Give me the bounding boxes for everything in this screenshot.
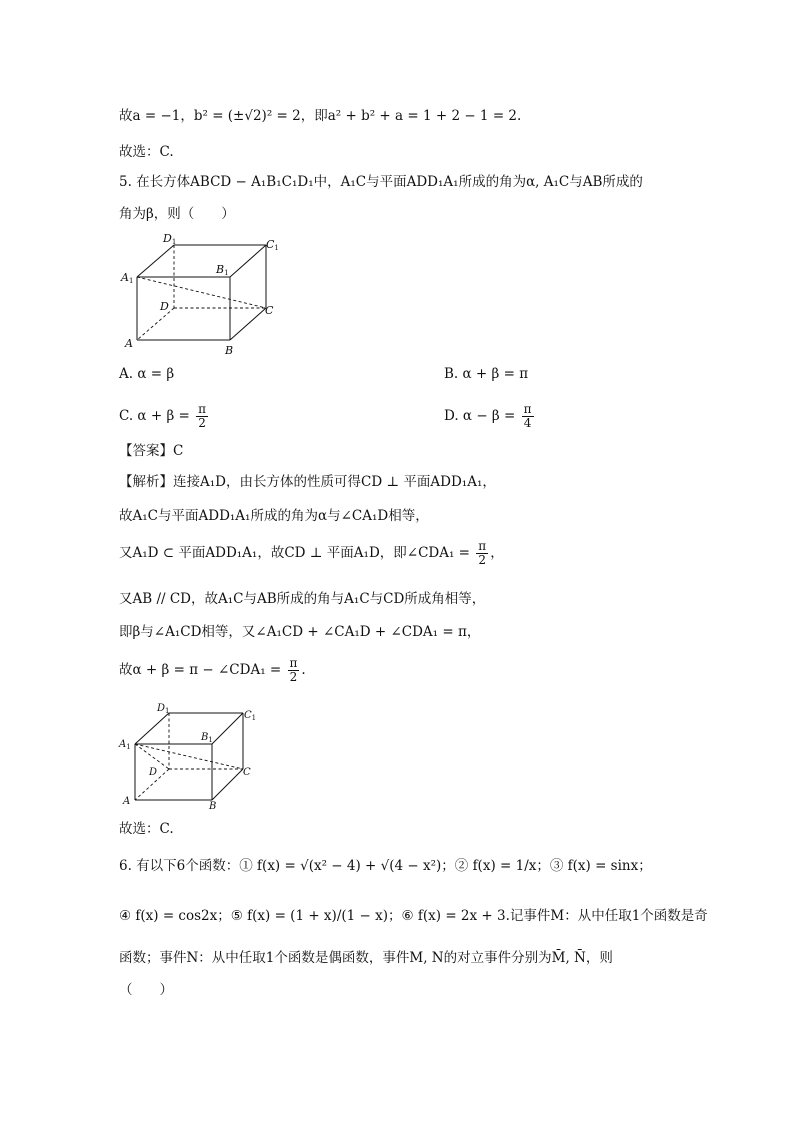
q5-option-a: A. α = β (119, 366, 175, 382)
fig2-label-a1: $A_1$ (119, 739, 131, 751)
q5-option-d (444, 403, 536, 430)
q5-option-b: B. α + β = π (444, 366, 529, 382)
fig2-label-c1: $C_1$ (244, 710, 257, 722)
q6-stem-line-1: 6. 有以下6个函数：① f(x) = √(x² − 4) + √(4 − x²)；② f(x) = 1/x；③ f(x) = sinx； (119, 858, 652, 874)
fig1-label-c: C (265, 304, 274, 317)
q5-figure-2 (115, 698, 275, 813)
q5-explanation-4: 又AB // CD，故A₁C与AB所成的角与A₁C与CD所成角相等， (119, 591, 486, 607)
q6-stem-line-4: （ ） (119, 982, 173, 998)
q5-option-c-text: C. α + β = (119, 408, 195, 424)
q5-explanation-5: 即β与∠A₁CD相等，又∠A₁CD + ∠CA₁D + ∠CDA₁ = π， (119, 624, 481, 640)
q6-stem-line-3: 函数；事件N：从中任取1个函数是偶函数，事件M, N的对立事件分别为M̄, N̄，则 (119, 950, 613, 966)
q5-explanation-6 (119, 657, 306, 684)
fig2-label-b: B (209, 801, 217, 812)
prev-choose-line: 故选：C. (119, 144, 174, 160)
fig2-label-b1: $B_1$ (201, 732, 213, 744)
fig2-label-d: D (149, 767, 158, 778)
fig2-label-d1: $D_1$ (157, 703, 170, 715)
q5-answer: 【答案】C (119, 443, 184, 459)
fig1-label-d: D (160, 300, 169, 313)
q5-explanation-3-text: 又A₁D ⊂ 平面ADD₁A₁，故CD ⊥ 平面A₁D，即∠CDA₁ = (119, 545, 475, 561)
q5-option-d-fraction: $\frac{\pi}{4}$ (523, 402, 532, 430)
q5-explanation-3-fraction: $\frac{\pi}{2}$ (478, 539, 487, 567)
fig1-label-b1: B1 (216, 263, 229, 277)
q5-stem-line-2: 角为β，则（ ） (119, 206, 235, 222)
q5-explanation-1: 【解析】连接A₁D，由长方体的性质可得CD ⊥ 平面ADD₁A₁， (119, 474, 496, 490)
fig1-label-a1: A1 (121, 271, 134, 285)
fig1-label-c1: C1 (266, 238, 279, 252)
q5-stem-line-1: 5. 在长方体ABCD − A₁B₁C₁D₁中，A₁C与平面ADD₁A₁所成的角为α, A₁C与AB所成的 (119, 174, 643, 190)
q5-option-c-fraction: $\frac{\pi}{2}$ (198, 402, 207, 430)
prev-answer-line: 故a = −1，b² = (±√2)² = 2，即a² + b² + a = 1 + 2 − 1 = 2. (119, 108, 522, 124)
q5-option-c (119, 403, 210, 430)
fig2-label-a: A (123, 796, 131, 807)
q5-explanation-6-fraction: $\frac{\pi}{2}$ (289, 656, 298, 684)
q5-explanation-6-text: 故α + β = π − ∠CDA₁ = (119, 662, 286, 678)
fig1-label-b: B (225, 344, 234, 357)
fig1-label-d1: D1 (163, 232, 177, 246)
q5-figure-1 (115, 228, 285, 358)
q5-choose-line: 故选：C. (119, 821, 174, 837)
q6-stem-line-2: ④ f(x) = cos2x；⑤ f(x) = (1 + x)/(1 − x)；⑥ f(x) = 2x + 3.记事件M：从中任取1个函数是奇 (119, 908, 708, 924)
fig1-label-a: A (125, 337, 133, 350)
q5-explanation-6-end: . (301, 662, 306, 678)
fig2-label-c: C (243, 767, 251, 778)
q5-explanation-3-end: ， (490, 545, 504, 561)
q5-option-d-text: D. α − β = (444, 408, 520, 424)
q5-explanation-2: 故A₁C与平面ADD₁A₁所成的角为α与∠CA₁D相等， (119, 508, 429, 524)
q5-explanation-3 (119, 540, 504, 567)
